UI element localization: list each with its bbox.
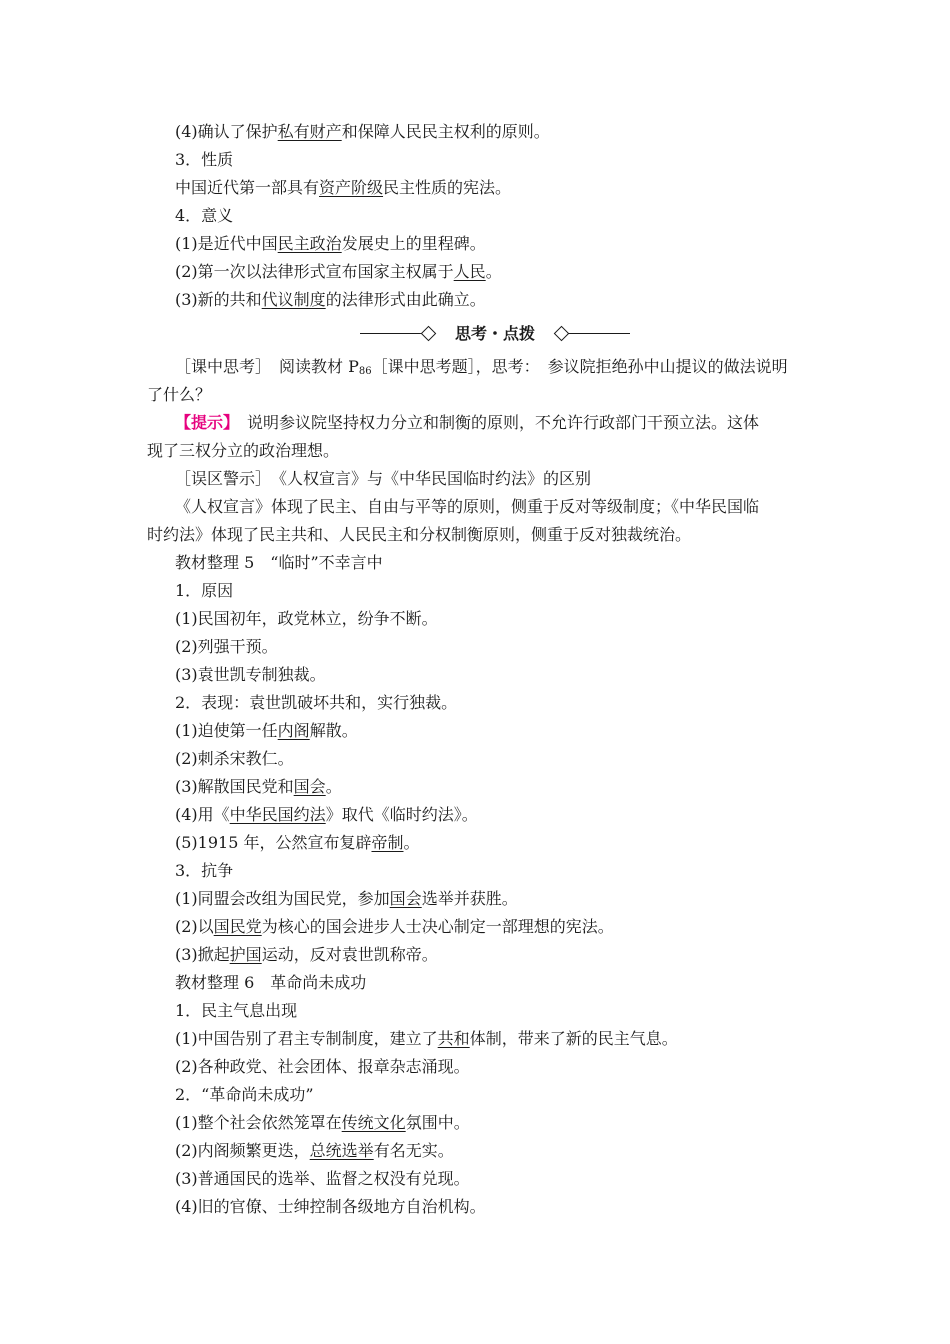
blank-answer: 内阁 bbox=[277, 721, 310, 740]
blank-answer: 代议制度 bbox=[261, 290, 326, 309]
line-sovereignty: (2)第一次以法律形式宣布国家主权属于人民。 bbox=[175, 262, 502, 281]
heading-cause: 1．原因 bbox=[175, 581, 234, 600]
heading-struggle: 3．抗争 bbox=[175, 861, 234, 880]
blank-answer: 民主政治 bbox=[277, 234, 342, 253]
line-representative-system: (3)新的共和代议制度的法律形式由此确立。 bbox=[175, 290, 486, 309]
list-item: (3)掀起护国运动，反对袁世凯称帝。 bbox=[175, 945, 438, 964]
section-title-6: 教材整理 6 革命尚未成功 bbox=[175, 973, 367, 992]
line-comparison-cont: 时约法》体现了民主共和、人民民主和分权制衡原则，侧重于反对独裁统治。 bbox=[147, 525, 692, 544]
line-democracy-milestone: (1)是近代中国民主政治发展史上的里程碑。 bbox=[175, 234, 486, 253]
section-divider bbox=[360, 322, 630, 346]
blank-answer: 护国 bbox=[229, 945, 262, 964]
list-item: (1)民国初年，政党林立，纷争不断。 bbox=[175, 609, 438, 628]
list-item: (2)各种政党、社会团体、报章杂志涌现。 bbox=[175, 1057, 470, 1076]
blank-answer: 私有财产 bbox=[277, 122, 342, 141]
line-hint: 【提示】 说明参议院坚持权力分立和制衡的原则，不允许行政部门干预立法。这体 bbox=[175, 413, 760, 432]
line-class-question-cont: 了什么？ bbox=[147, 385, 212, 404]
list-item: (2)内阁频繁更迭，总统选举有名无实。 bbox=[175, 1141, 454, 1160]
section-title-5: 教材整理 5 “临时”不幸言中 bbox=[175, 553, 383, 572]
line-bourgeois: 中国近代第一部具有资产阶级民主性质的宪法。 bbox=[175, 178, 512, 197]
list-item: (5)1915 年，公然宣布复辟帝制。 bbox=[175, 833, 420, 852]
hint-label: 【提示】 bbox=[175, 413, 232, 432]
heading-democratic-atmosphere: 1．民主气息出现 bbox=[175, 1001, 298, 1020]
heading-revolution-unfinished: 2．“革命尚未成功” bbox=[175, 1085, 314, 1104]
blank-answer: 传统文化 bbox=[341, 1113, 406, 1132]
list-item: (3)解散国民党和国会。 bbox=[175, 777, 342, 796]
line-comparison: 《人权宣言》体现了民主、自由与平等的原则，侧重于反对等级制度；《中华民国临 bbox=[175, 497, 760, 516]
list-item: (1)迫使第一任内阁解散。 bbox=[175, 721, 358, 740]
list-item: (2)以国民党为核心的国会进步人士决心制定一部理想的宪法。 bbox=[175, 917, 614, 936]
list-item: (2)刺杀宋教仁。 bbox=[175, 749, 294, 768]
list-item: (1)同盟会改组为国民党，参加国会选举并获胜。 bbox=[175, 889, 518, 908]
line-hint-cont: 现了三权分立的政治理想。 bbox=[147, 441, 340, 460]
blank-answer: 帝制 bbox=[371, 833, 404, 852]
blank-answer: 中华民国约法 bbox=[229, 805, 326, 824]
blank-answer: 总统选举 bbox=[309, 1141, 374, 1160]
heading-significance: 4．意义 bbox=[175, 206, 234, 225]
heading-nature: 3．性质 bbox=[175, 150, 234, 169]
list-item: (3)袁世凯专制独裁。 bbox=[175, 665, 326, 684]
blank-answer: 资产阶级 bbox=[319, 178, 384, 197]
blank-answer: 共和 bbox=[437, 1029, 470, 1048]
blank-answer: 国会 bbox=[389, 889, 422, 908]
line-class-question: ［课中思考］ 阅读教材 $P_{86}[$课中思考题］，思考： 参议院拒绝孙中山提议的做法说明 bbox=[175, 357, 788, 377]
list-item: (4)旧的官僚、士绅控制各级地方自治机构。 bbox=[175, 1197, 486, 1216]
divider-title: 思考・点拨 bbox=[454, 324, 535, 343]
list-item: (2)列强干预。 bbox=[175, 637, 278, 656]
heading-manifestation: 2．表现：袁世凯破坏共和，实行独裁。 bbox=[175, 693, 458, 712]
blank-answer: 国民党 bbox=[213, 917, 262, 936]
blank-answer: 国会 bbox=[293, 777, 326, 796]
list-item: (1)中国告别了君主专制制度，建立了共和体制，带来了新的民主气息。 bbox=[175, 1029, 678, 1048]
list-item: (3)普通国民的选举、监督之权没有兑现。 bbox=[175, 1169, 470, 1188]
list-item: (1)整个社会依然笼罩在传统文化氛围中。 bbox=[175, 1113, 470, 1132]
list-item: (4)用《中华民国约法》取代《临时约法》。 bbox=[175, 805, 478, 824]
line-private-property: (4)确认了保护私有财产和保障人民民主权利的原则。 bbox=[175, 122, 550, 141]
blank-answer: 人民 bbox=[453, 262, 486, 281]
line-misconception: ［误区警示］ 《人权宣言》与《中华民国临时约法》的区别 bbox=[175, 469, 592, 488]
divider-rule-right bbox=[568, 333, 630, 334]
